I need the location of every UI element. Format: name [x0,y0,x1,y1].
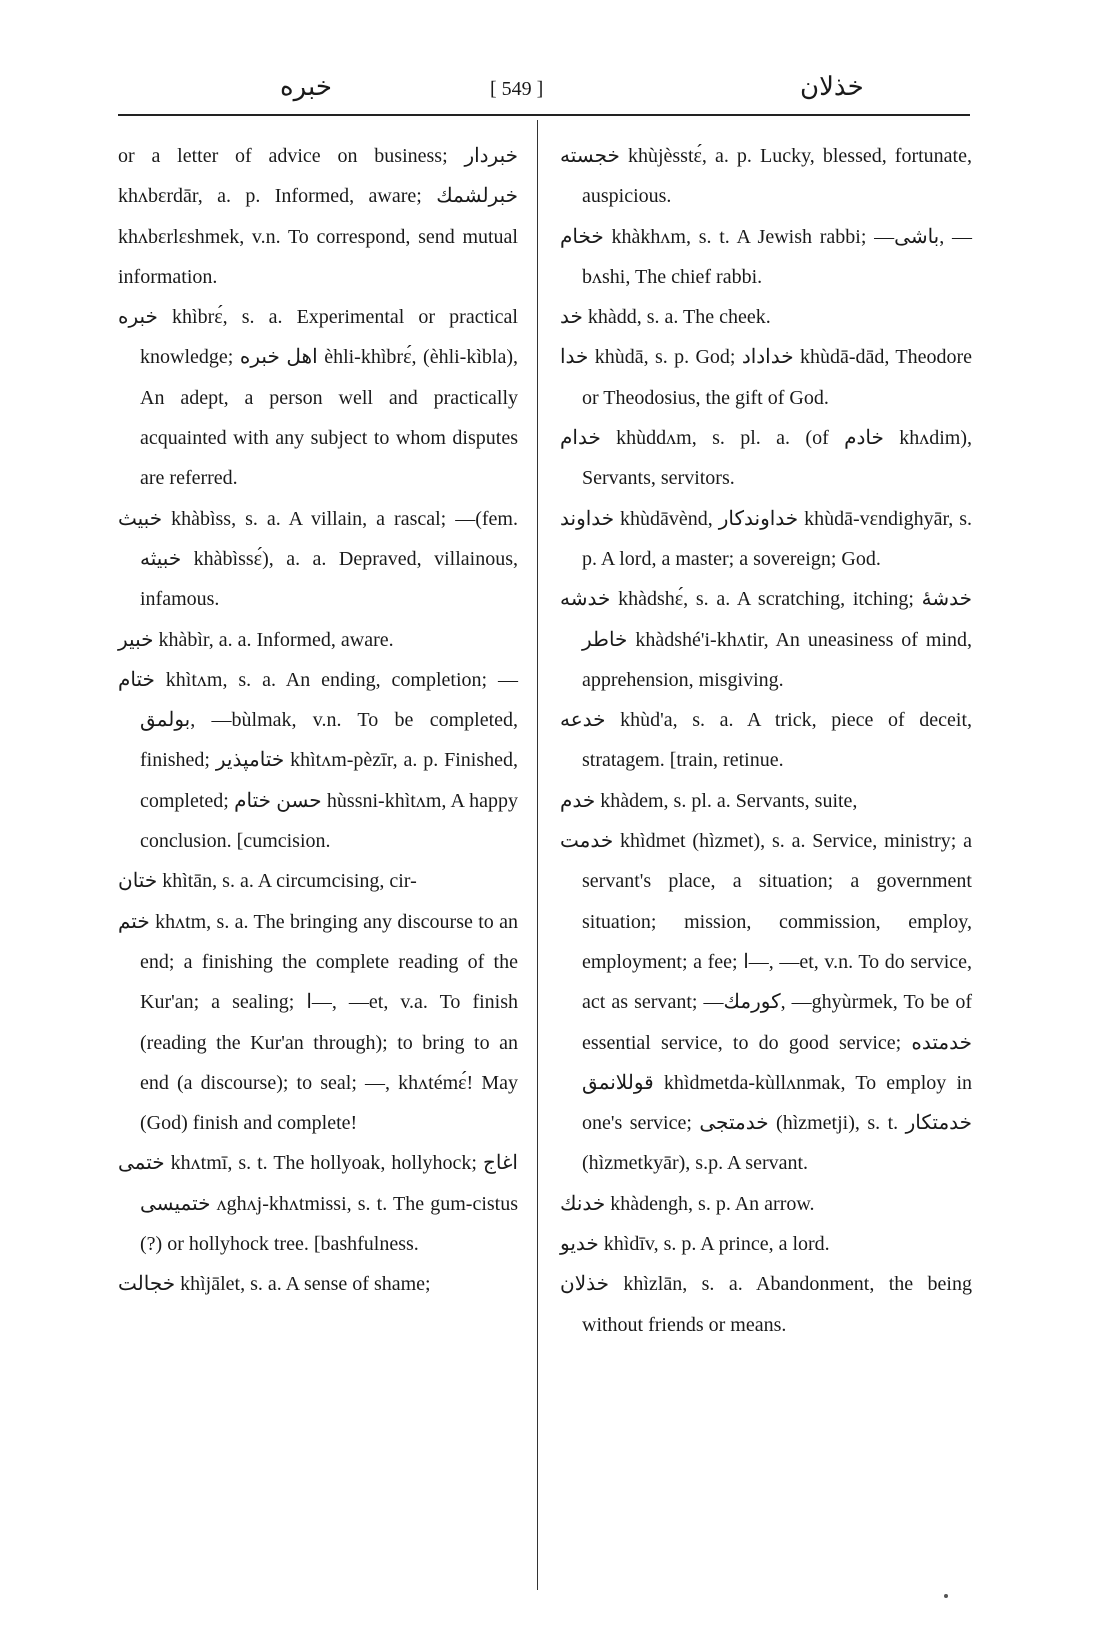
entry: خداوند khùdāvènd, خداوندكار khùdā-vɛndighyār, s. p. A lord, a master; a sovereign; God. [560,507,972,570]
entry: خبير khàbìr, a. a. Informed, aware. [118,628,394,651]
entry: خبره khìbrɛ́, s. a. Experimental or practical knowledge; اهل خبره èhli-khìbrɛ́, (èhli-kìbla), An adept, a person well and practically acquainted with any subject to whom disputes are referred. [118,306,518,490]
entry: خدنك khàdengh, s. p. An arrow. [560,1192,815,1215]
right-column [560,136,972,1345]
header-right-word: خذلان [800,72,864,102]
entry: خدام khùddʌm, s. pl. a. (of خادم khʌdim), Servants, servitors. [560,427,972,490]
page-header [110,64,972,112]
column-divider [537,120,538,1590]
header-rule [118,114,970,116]
entry: خبيث khàbìss, s. a. A villain, a rascal; —(fem. خبيثه khàbìssɛ́), a. a. Depraved, villainous, infamous. [118,507,518,611]
entry: ختمى khʌtmī, s. t. The hollyoak, hollyhock; اغاج ختميسى ʌghʌj-khʌtmissi, s. t. The gum-cistus (?) or hollyhock tree. [bashfulness. [118,1152,518,1256]
entry: خخام khàkhʌm, s. t. A Jewish rabbi; —باشى, —bʌshi, The chief rabbi. [560,225,973,288]
entry: خدمت khìdmet (hìzmet), s. a. Service, ministry; a servant's place, a situation; a government situation; mission, commission, employ, employment; a fee; ا—, —et, v.n. To do service, act as servant; —كورمك, —ghyùrmek, To be of essential service, to do good service; خدمتده قوللانمق khìdmetda-kùllʌnmak, To employ in one's service; خدمتجى (hìzmetji), s. t. خدمتكار (hìzmetkyār), s.p. A servant. [560,830,973,1175]
entry: خدشه khàdshɛ́, s. a. A scratching, itching; خدشهٔ خاطر khàdshé'i-khʌtir, An uneasiness of mind, apprehension, misgiving. [560,588,972,691]
entry: ختام khìtʌm, s. a. An ending, completion; —بولمق, —bùlmak, v.n. To be completed, finished; ختامپذير khìtʌm-pèzīr, a. p. Finished, completed; حسن ختام hùssni-khìtʌm, A happy conclusion. [cumcision. [118,668,518,853]
entry: خدعه khùd'a, s. a. A trick, piece of deceit, stratagem. [train, retinue. [560,709,972,772]
entry: خجالت khìjālet, s. a. A sense of shame; [118,1273,431,1296]
page-number: [ 549 ] [490,78,544,100]
header-left-word: خبره [280,72,332,102]
entry: خد khàdd, s. a. The cheek. [560,306,771,329]
entry: ختم khʌtm, s. a. The bringing any discourse to an end; a finishing the complete reading of the Kur'an; a sealing; ا—, —et, v.a. To finish (reading the Kur'an through); to bring to an end (a discourse); to seal; —, khʌtémɛ́! May (God) finish and complete! [118,910,519,1135]
left-column [118,136,518,1305]
entry: خديو khìdīv, s. p. A prince, a lord. [560,1233,830,1256]
print-speck [944,1594,948,1598]
entry: خدا khùdā, s. p. God; خداداد khùdā-dād, Theodore or Theodosius, the gift of God. [560,346,972,409]
entry: or a letter of advice on business; خبردار khʌbɛrdār, a. p. Informed, aware; خبرلشمك khʌbɛrlɛshmek, v.n. To correspond, send mutual information. [118,145,518,288]
entry: خجسته khùjèsstɛ́, a. p. Lucky, blessed, fortunate, auspicious. [560,145,972,208]
entry: خدم khàdem, s. pl. a. Servants, suite, [560,789,858,812]
entry: خذلان khìzlān, s. a. Abandonment, the being without friends or means. [560,1273,972,1336]
entry: ختان khìtān, s. a. A circumcising, cir- [118,870,417,893]
